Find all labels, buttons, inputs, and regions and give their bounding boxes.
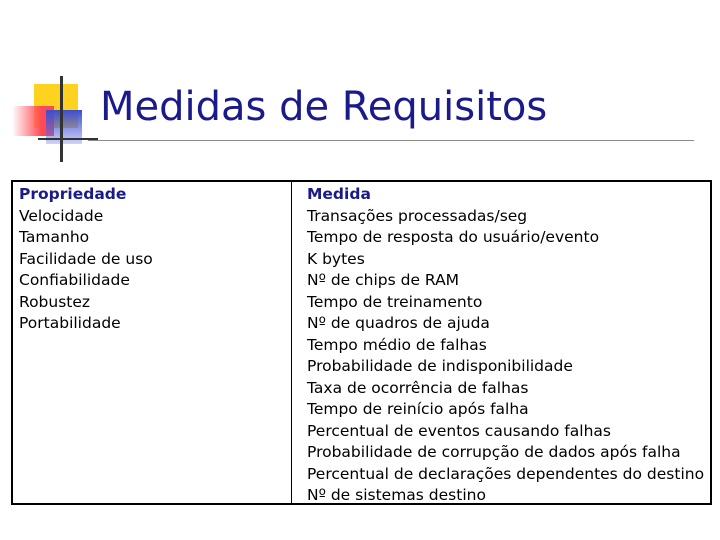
measure-item: Probabilidade de corrupção de dados após falha — [307, 443, 681, 461]
property-robustness: Robustez — [19, 292, 91, 311]
measure-item: Nº de sistemas destino — [307, 486, 486, 504]
measure-item: Taxa de ocorrência de falhas — [307, 378, 529, 397]
slide-logo — [8, 76, 98, 162]
header-property: Propriedade — [19, 185, 127, 203]
measure-item: K bytes — [307, 249, 365, 268]
logo-vertical-line — [60, 76, 63, 162]
measure-item: Transações processadas/seg — [307, 206, 528, 225]
slide-title: Medidas de Requisitos — [100, 84, 548, 130]
property-column — [19, 184, 285, 335]
measure-item: Probabilidade de indisponibilidade — [307, 357, 573, 375]
measure-item: Tempo de reinício após falha — [307, 400, 529, 418]
property-reliability: Confiabilidade — [19, 271, 130, 289]
property-ease-of-use: Facilidade de uso — [19, 249, 153, 268]
measure-item: Percentual de eventos causando falhas — [307, 421, 611, 440]
property-size: Tamanho — [19, 228, 90, 246]
property-portability: Portabilidade — [19, 314, 121, 332]
measure-item: Percentual de declarações dependentes do destino — [307, 464, 705, 483]
measure-item: Tempo de resposta do usuário/evento — [307, 228, 600, 246]
property-speed: Velocidade — [19, 206, 104, 225]
requirements-table — [11, 180, 712, 505]
measure-item: Nº de chips de RAM — [307, 271, 460, 289]
measure-item: Nº de quadros de ajuda — [307, 314, 490, 332]
measure-column — [307, 184, 709, 507]
column-divider — [291, 182, 292, 503]
header-measure: Medida — [307, 185, 371, 203]
measure-item: Tempo de treinamento — [307, 292, 483, 311]
measure-item: Tempo médio de falhas — [307, 335, 487, 354]
title-underline — [88, 140, 694, 141]
